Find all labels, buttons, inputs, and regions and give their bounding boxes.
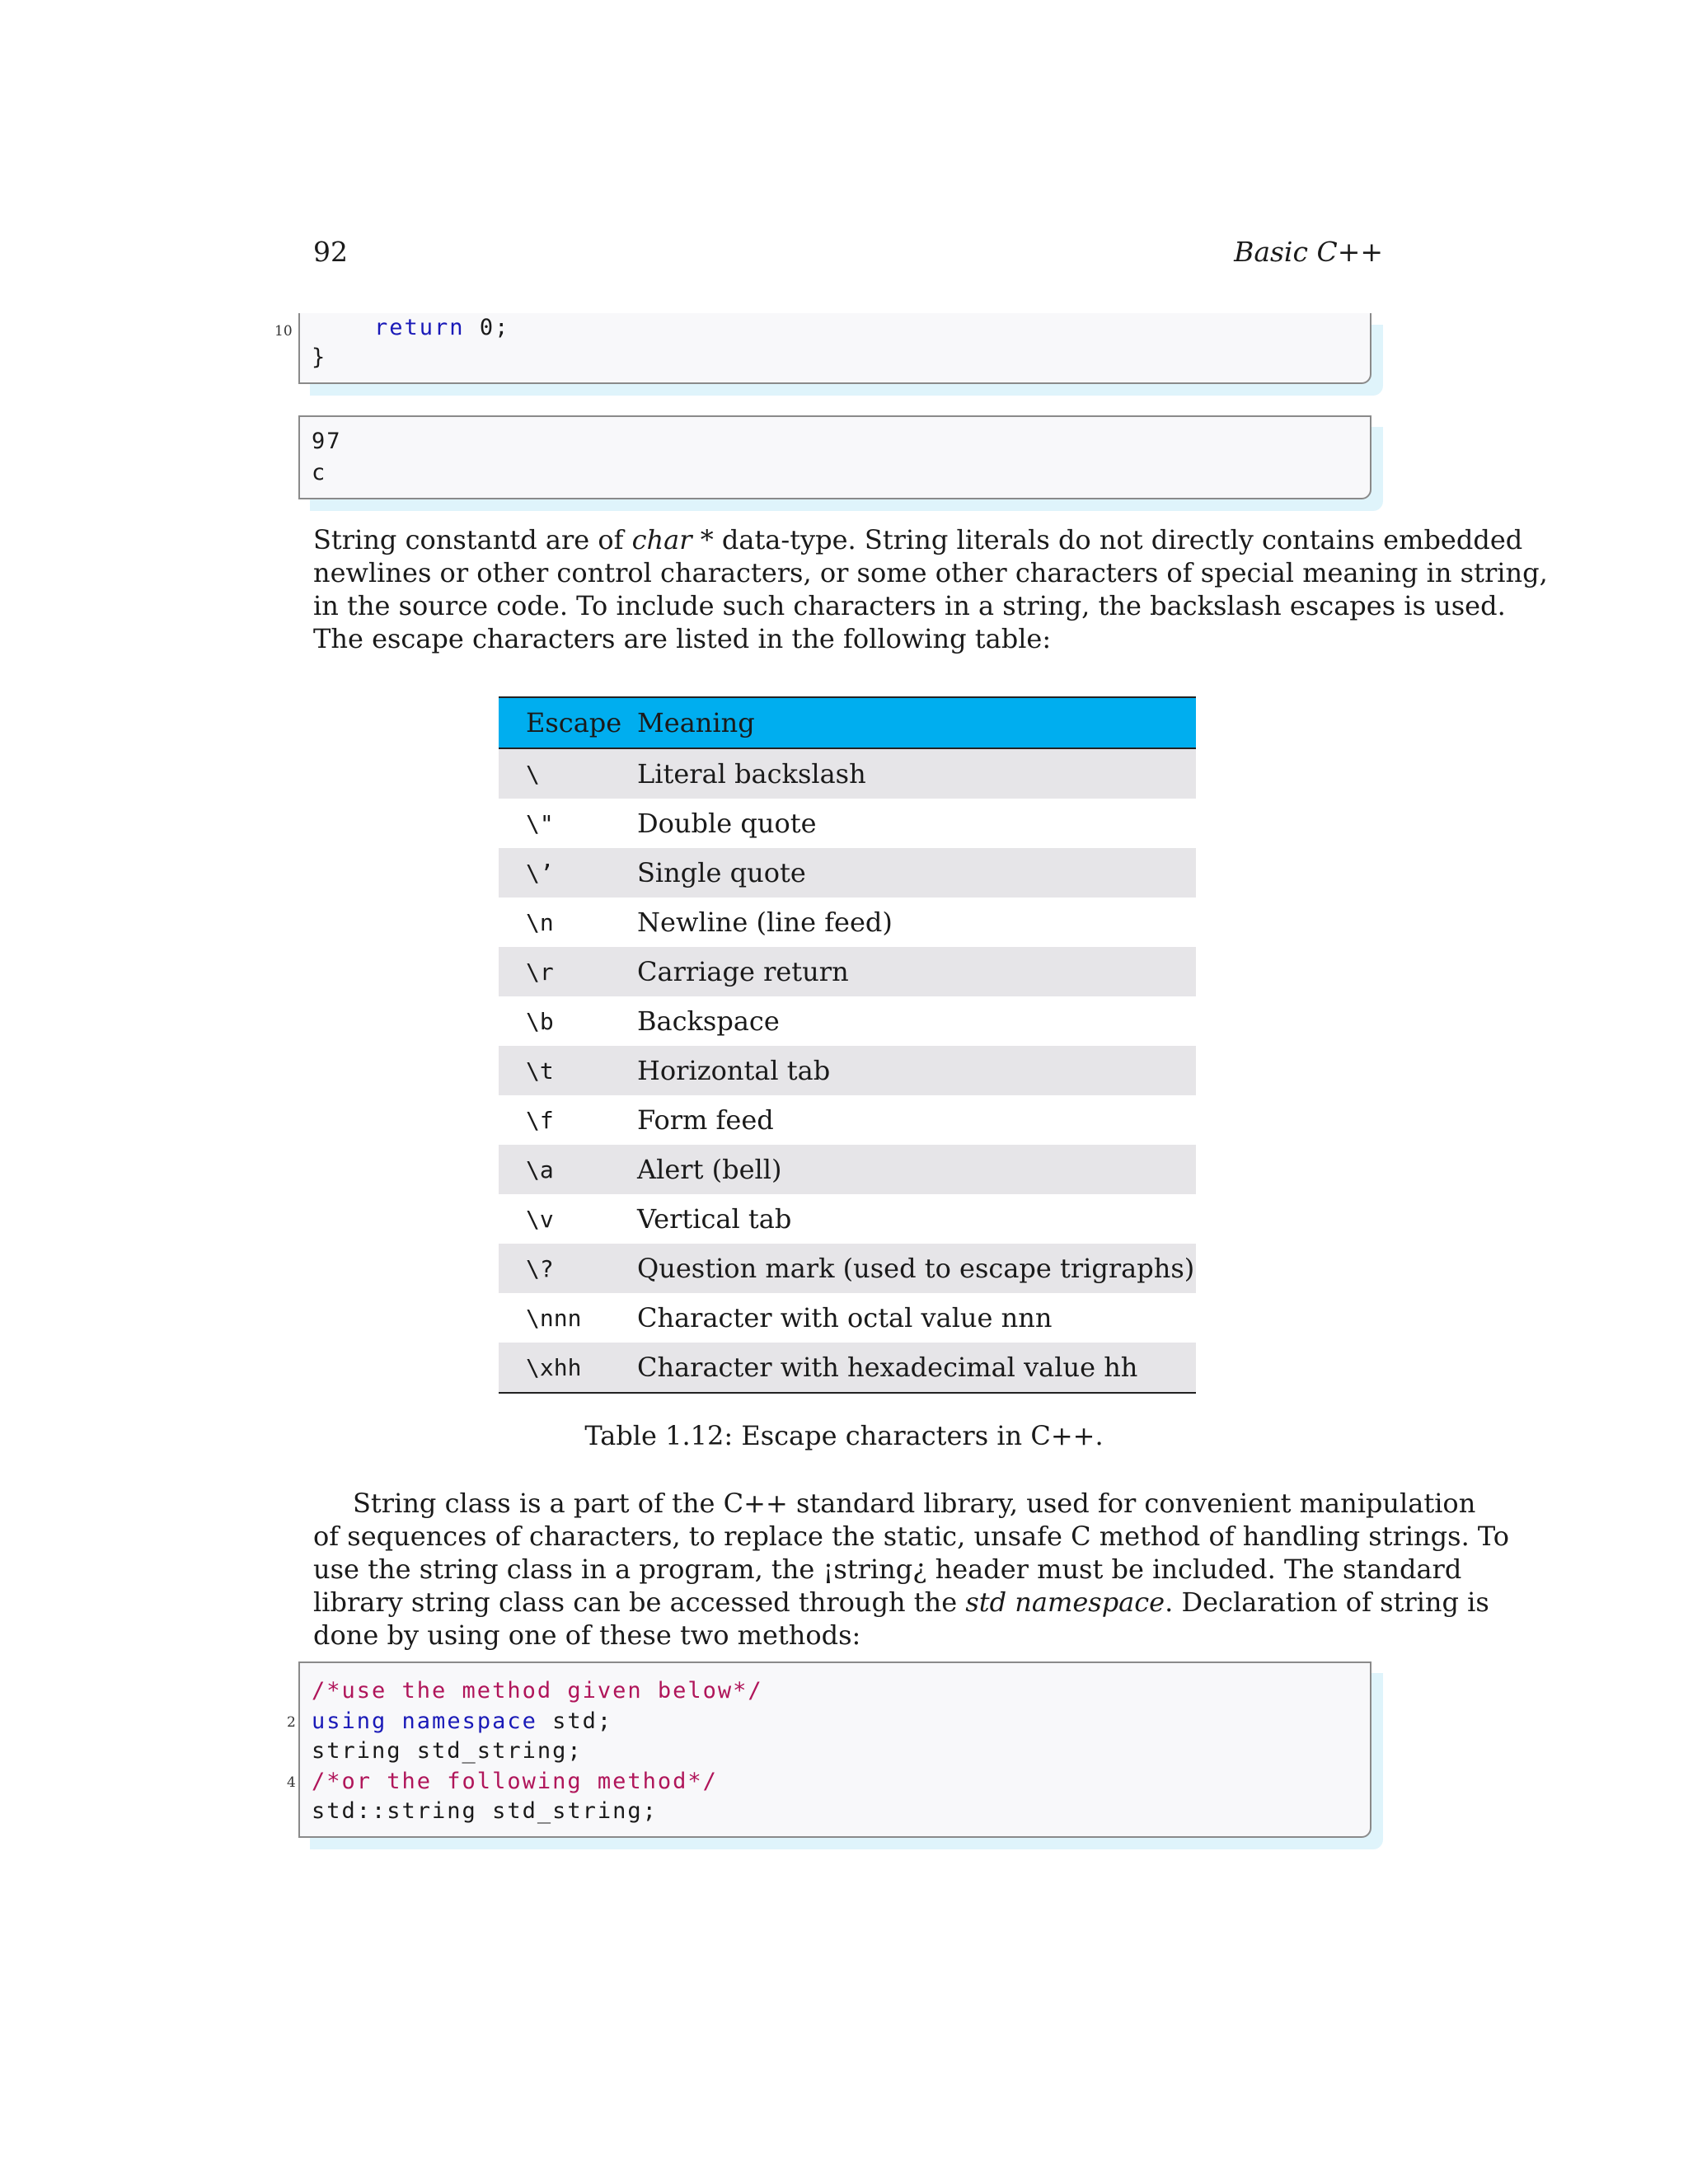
table-row xyxy=(499,947,1196,996)
para2-line-2: of sequences of characters, to replace the static, unsafe C method of handling strings. To xyxy=(313,1521,1510,1552)
table-row xyxy=(499,1046,1196,1095)
meaning-cell: Horizontal tab xyxy=(637,1046,1196,1095)
page-number: 92 xyxy=(313,236,348,268)
escape-cell: \? xyxy=(499,1244,637,1293)
table-row xyxy=(499,1293,1196,1343)
escape-cell: \v xyxy=(526,1205,554,1233)
paragraph-string-class xyxy=(313,1487,1510,1652)
escape-cell: \’ xyxy=(499,848,637,898)
para2-line-3: use the string class in a program, the ¡string¿ header must be included. The standard xyxy=(313,1554,1462,1585)
paragraph-escape-intro xyxy=(313,523,1548,655)
meaning-cell: Double quote xyxy=(637,808,817,839)
table-caption: Table 1.12: Escape characters in C++. xyxy=(584,1420,1104,1451)
table-row xyxy=(499,799,1196,848)
code-line-3: string std_string; xyxy=(312,1738,583,1764)
meaning-cell: Single quote xyxy=(637,848,1196,898)
code-block-top xyxy=(298,313,1372,384)
escape-cell: \ xyxy=(499,748,637,799)
output-box xyxy=(298,415,1372,499)
escape-cell: \n xyxy=(526,908,554,936)
escape-cell: \t xyxy=(499,1046,637,1095)
output-line-2: c xyxy=(312,460,327,485)
meaning-cell: Literal backslash xyxy=(637,748,1196,799)
para1-line-1: String constantd are of char * data-type. String literals do not directly contains embedded xyxy=(313,524,1523,555)
meaning-cell: Form feed xyxy=(637,1104,774,1136)
using-keyword: using xyxy=(312,1708,387,1734)
code-line-5: std::string std_string; xyxy=(312,1798,658,1824)
output-line-1: 97 xyxy=(312,429,342,454)
meaning-cell: Vertical tab xyxy=(637,1203,792,1235)
para2-line-1: String class is a part of the C++ standard library, used for convenient manipulation xyxy=(353,1488,1476,1519)
meaning-cell: Backspace xyxy=(637,1005,780,1037)
table-row xyxy=(499,848,1196,898)
code-line-10 xyxy=(374,315,509,340)
std-namespace-term: std namespace xyxy=(965,1586,1165,1618)
table-row xyxy=(499,1095,1196,1145)
escape-cell: \nnn xyxy=(526,1304,582,1332)
table-row xyxy=(499,1343,1196,1393)
header-meaning: Meaning xyxy=(637,697,1196,748)
meaning-cell: Newline (line feed) xyxy=(637,907,893,938)
code-line-2 xyxy=(312,1708,612,1734)
char-pointer-term: char * xyxy=(631,524,714,555)
meaning-cell: Character with hexadecimal value hh xyxy=(637,1343,1196,1393)
para1-line-2: newlines or other control characters, or some other characters of special meaning in string, xyxy=(313,557,1548,588)
escape-cell: \a xyxy=(499,1145,637,1194)
code-line-11: } xyxy=(312,344,327,370)
meaning-cell: Alert (bell) xyxy=(637,1145,1196,1194)
table-row xyxy=(499,1244,1196,1293)
namespace-keyword: namespace xyxy=(401,1708,537,1734)
table-row xyxy=(499,898,1196,947)
escape-cell: \r xyxy=(499,947,637,996)
code-line-1: /*use the method given below*/ xyxy=(312,1678,763,1704)
escape-characters-table xyxy=(499,696,1196,1394)
line-number-2: 2 xyxy=(287,1714,296,1731)
return-keyword: return xyxy=(374,315,465,340)
meaning-cell: Character with octal value nnn xyxy=(637,1302,1053,1333)
para1-line-4: The escape characters are listed in the following table: xyxy=(313,623,1052,654)
code-line-4: /*or the following method*/ xyxy=(312,1769,718,1794)
para1-line-3: in the source code. To include such characters in a string, the backslash escapes is used. xyxy=(313,590,1506,621)
escape-cell: \f xyxy=(526,1106,554,1134)
para2-line-5: done by using one of these two methods: xyxy=(313,1619,861,1651)
escape-cell: \b xyxy=(526,1007,554,1035)
table-row xyxy=(499,996,1196,1046)
chapter-title: Basic C++ xyxy=(1234,236,1383,268)
table-row xyxy=(499,1194,1196,1244)
escape-cell: \xhh xyxy=(499,1343,637,1393)
table-header-row xyxy=(499,697,1196,748)
namespace-name: std; xyxy=(537,1708,613,1734)
return-value: 0; xyxy=(479,315,510,340)
table-row xyxy=(499,748,1196,799)
para2-line-4: library string class can be accessed through the std namespace. Declaration of string is xyxy=(313,1586,1489,1618)
line-number-10: 10 xyxy=(274,323,293,340)
meaning-cell: Question mark (used to escape trigraphs) xyxy=(637,1244,1196,1293)
code-block-string-declaration xyxy=(298,1661,1372,1838)
line-number-4: 4 xyxy=(287,1774,296,1791)
header-escape: Escape xyxy=(499,697,637,748)
escape-cell: \" xyxy=(526,809,554,837)
meaning-cell: Carriage return xyxy=(637,947,1196,996)
table-row xyxy=(499,1145,1196,1194)
